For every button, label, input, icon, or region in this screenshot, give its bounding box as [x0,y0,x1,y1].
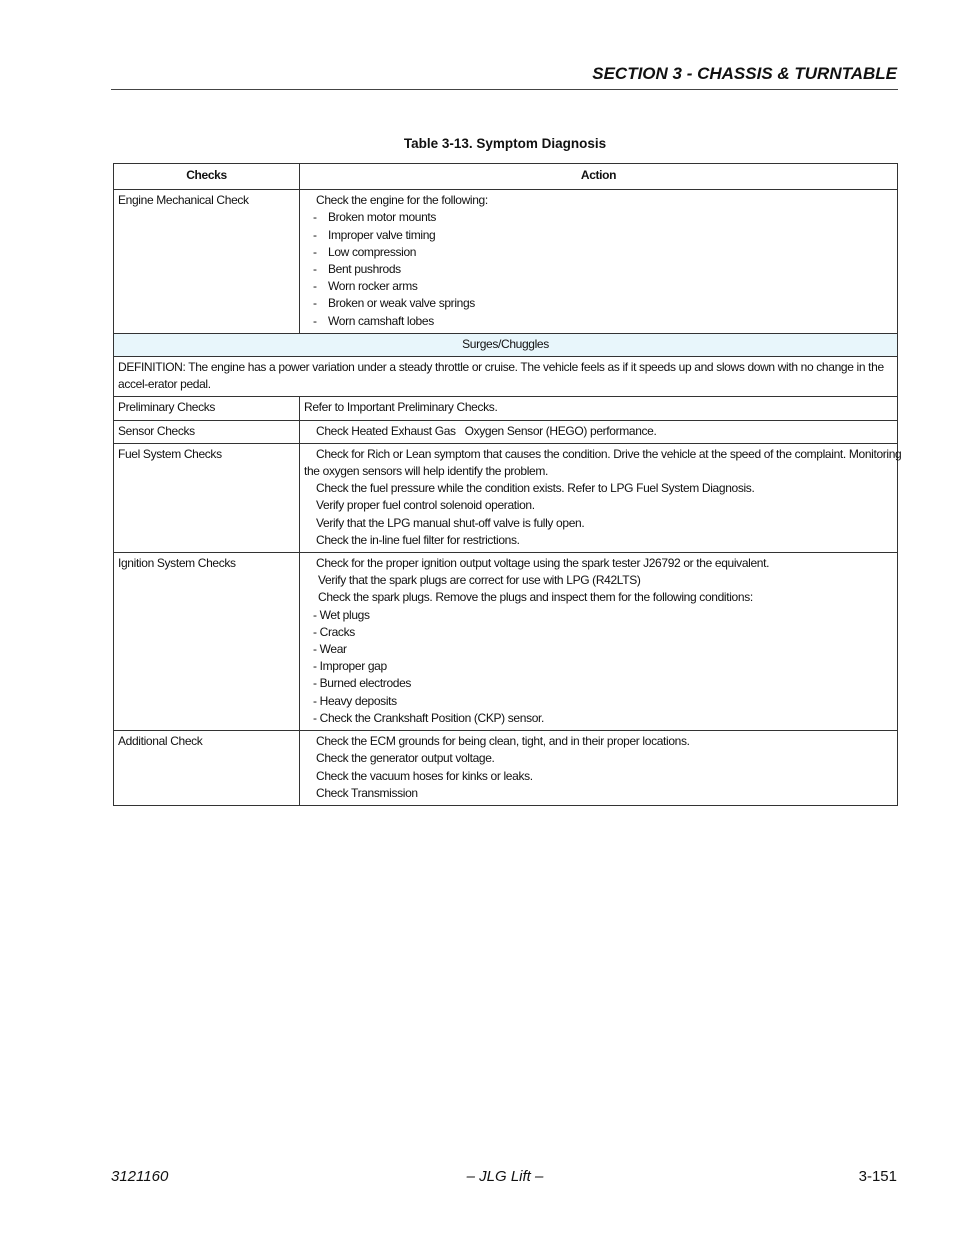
action-cell [300,553,898,731]
definition-cell: DEFINITION: The engine has a power variation under a steady throttle or cruise. The vehicle feels as if it speeds up and slows down with no change in the accel-erator pedal. [114,357,898,397]
table-row [114,190,898,334]
action-cell [300,420,898,443]
action-line: Check the in-line fuel filter for restrictions. [316,532,520,547]
column-header-action: Action [300,164,898,190]
action-line: Check for the proper ignition output voltage using the spark tester J26792 or the equivalent. [316,556,770,571]
action-line: Check Transmission [316,785,418,800]
table-row [114,333,898,356]
table-row [114,553,898,731]
action-line: Verify that the LPG manual shut-off valve is fully open. [316,515,585,530]
action-line: Check the vacuum hoses for kinks or leaks. [316,768,533,783]
list-item: - Improper valve timing [313,227,436,242]
action-line: Check Heated Exhaust Gas Oxygen Sensor (HEGO) performance. [316,423,657,438]
action-line: Verify that the spark plugs are correct for use with LPG (R42LTS) [318,573,641,588]
table-row [114,731,898,806]
action-line: the oxygen sensors will help identify the problem. [304,464,548,479]
page-number: 3-151 [858,1168,897,1185]
action-cell [300,731,898,806]
list-item: - Wet plugs [313,607,370,622]
list-item: - Improper gap [313,659,387,674]
check-cell: Fuel System Checks [114,443,300,552]
list-item: - Check the Crankshaft Position (CKP) sensor. [313,710,545,725]
list-item: - Burned electrodes [313,676,412,691]
list-item: - Low compression [313,244,417,259]
symptom-diagnosis-table [113,163,902,806]
list-item: - Worn camshaft lobes [313,313,434,328]
list-item: - Broken or weak valve springs [313,296,475,311]
action-cell [300,190,898,334]
list-item: - Bent pushrods [313,262,401,277]
table-row [114,443,898,552]
action-line: Check for Rich or Lean symptom that causes the condition. Drive the vehicle at the speed of the complaint. Monitoring [316,446,902,461]
check-cell: Sensor Checks [114,420,300,443]
action-line: Check the fuel pressure while the condition exists. Refer to LPG Fuel System Diagnosis. [316,481,755,496]
table-row [114,420,898,443]
check-cell: Additional Check [114,731,300,806]
action-cell: Refer to Important Preliminary Checks. [300,397,898,420]
action-line: Check the ECM grounds for being clean, tight, and in their proper locations. [316,734,690,749]
publisher-name: – JLG Lift – [466,1168,544,1185]
action-line: Check the generator output voltage. [316,751,495,766]
table-row [114,357,898,397]
list-item: - Broken motor mounts [313,210,437,225]
check-cell: Engine Mechanical Check [114,190,300,334]
list-item: - Heavy deposits [313,693,397,708]
table-caption: Table 3-13. Symptom Diagnosis [403,136,607,151]
list-item: - Wear [313,642,347,657]
action-line: Check the spark plugs. Remove the plugs and inspect them for the following conditions: [318,590,753,605]
action-cell [300,443,902,552]
list-item: - Cracks [313,624,355,639]
table-header-row [114,164,898,190]
check-cell: Preliminary Checks [114,397,300,420]
list-item: - Worn rocker arms [313,279,418,294]
check-cell: Ignition System Checks [114,553,300,731]
symptom-banner: Surges/Chuggles [114,333,898,356]
document-number: 3121160 [111,1168,169,1185]
section-title: SECTION 3 - CHASSIS & TURNTABLE [592,64,897,83]
action-line: Verify proper fuel control solenoid operation. [316,498,535,513]
table-row [114,397,898,420]
action-line: Check the engine for the following: [316,193,488,208]
header-rule [111,89,898,90]
column-header-checks: Checks [114,164,300,190]
